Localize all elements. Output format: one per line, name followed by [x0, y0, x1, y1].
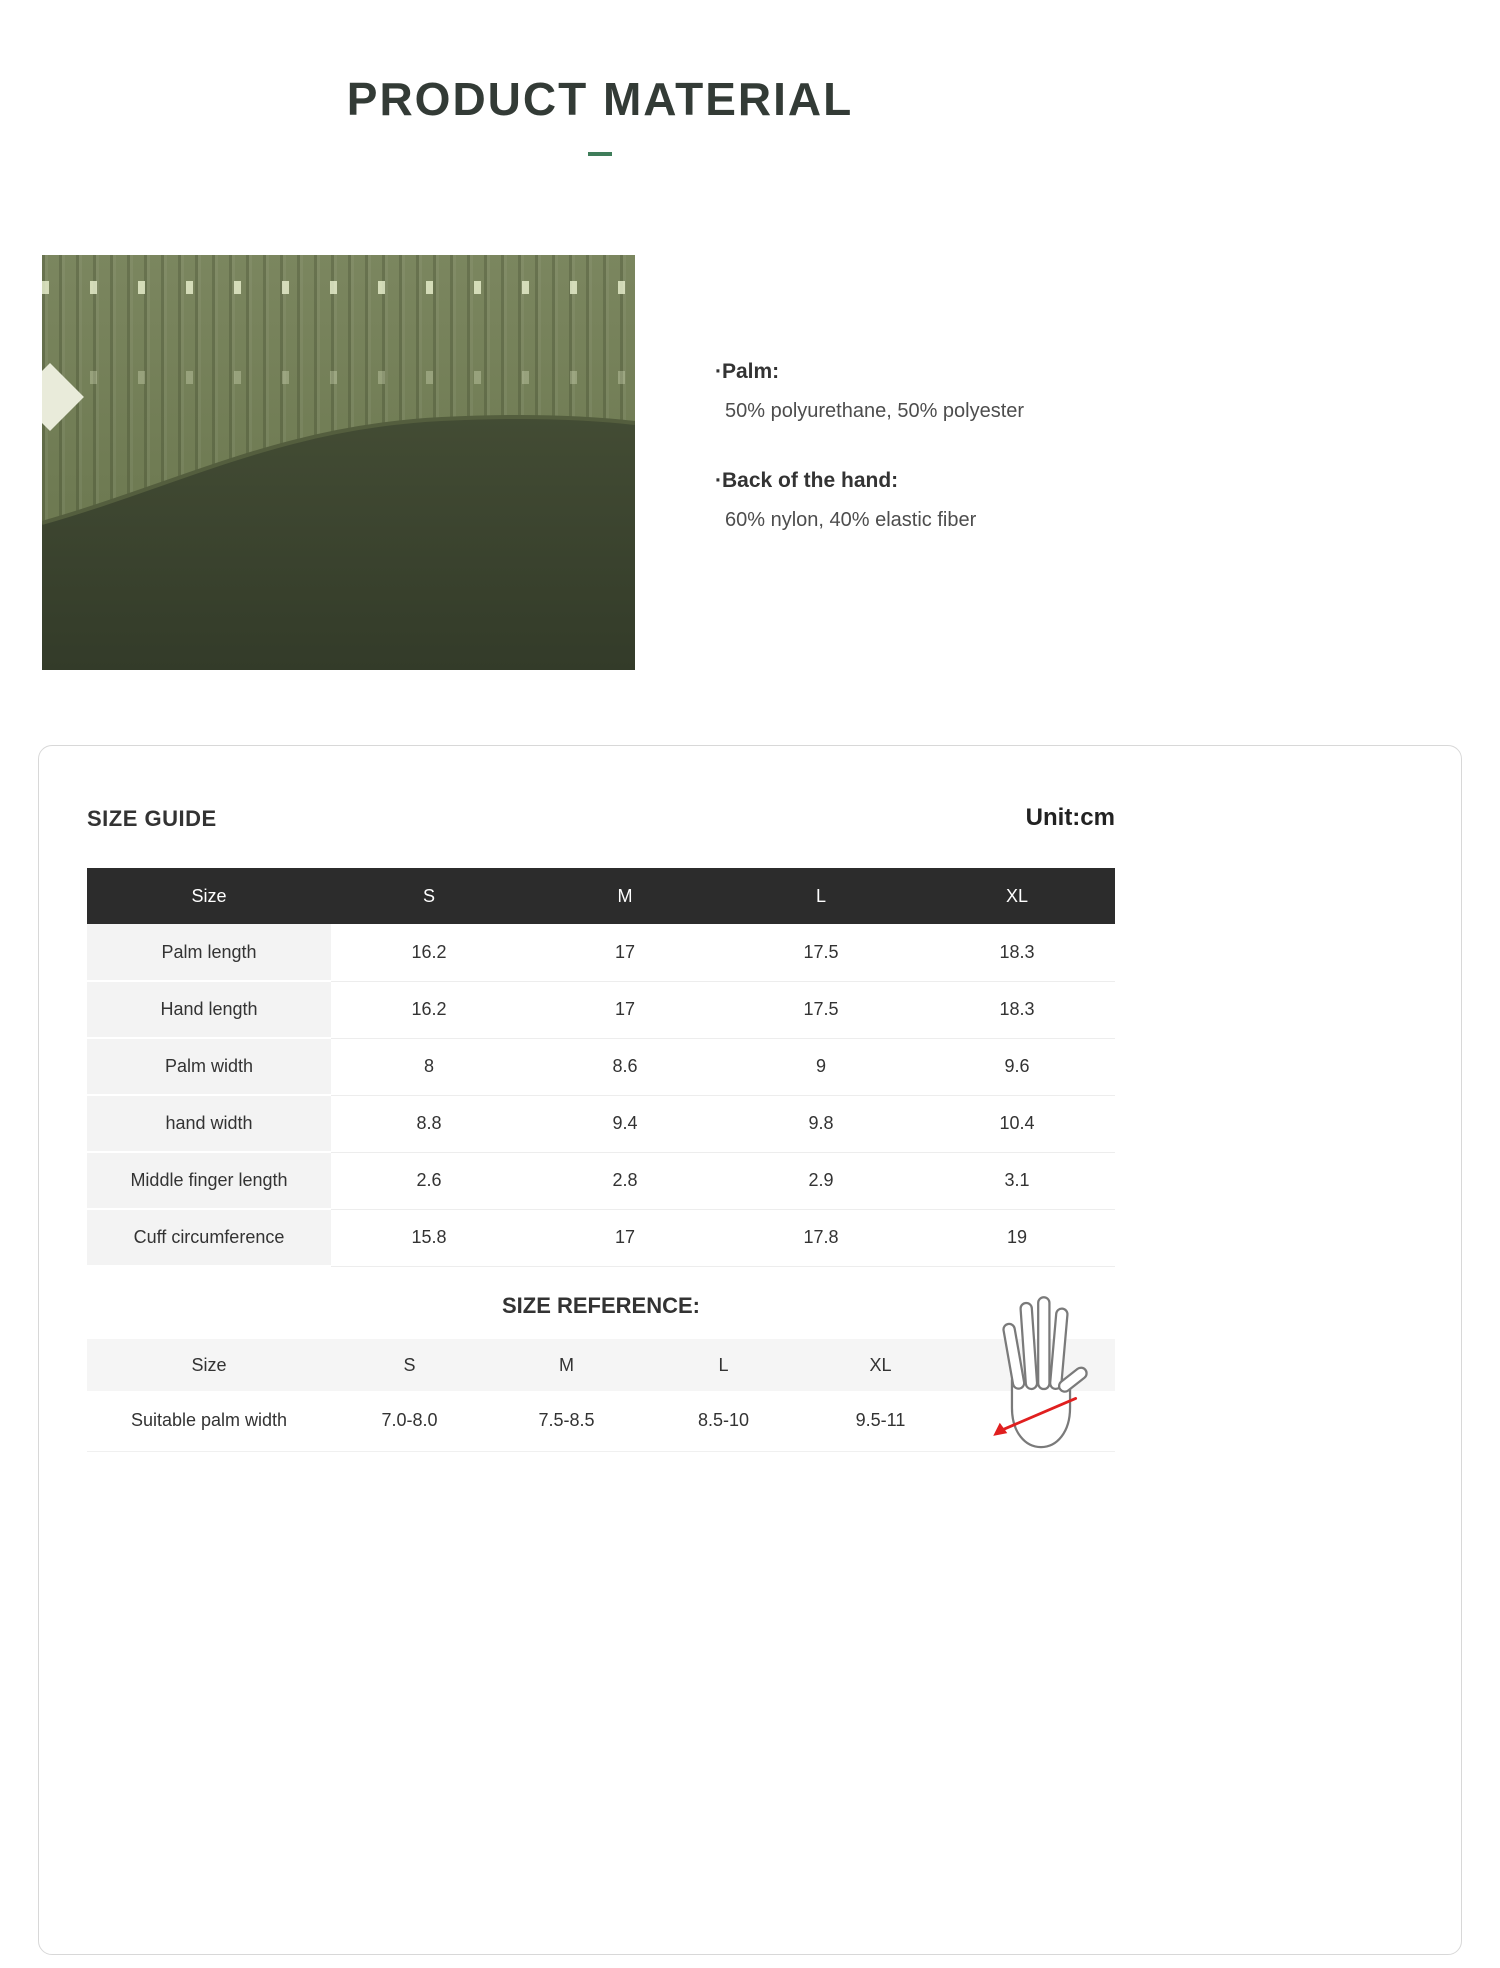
title-accent-dash [588, 152, 612, 156]
size-table-row [87, 981, 1115, 1038]
cell-value: 10.4 [919, 1095, 1115, 1152]
reference-header-row [87, 1339, 1115, 1391]
row-label: Suitable palm width [87, 1391, 331, 1451]
row-label: Palm width [87, 1038, 331, 1095]
cell-value: 17 [527, 1209, 723, 1266]
cell-value: 17 [527, 924, 723, 981]
size-guide-card [38, 745, 1462, 1955]
size-table-header-row [87, 868, 1115, 924]
size-table-row [87, 1209, 1115, 1266]
back-of-hand-value: 60% nylon, 40% elastic fiber [725, 509, 977, 531]
size-guide-header [87, 804, 1115, 832]
ref-header-size: Size [87, 1339, 331, 1391]
size-table-row [87, 1038, 1115, 1095]
cell-value: 9.5-11 [802, 1391, 959, 1451]
cell-value: 17.5 [723, 924, 919, 981]
cell-value: 16.2 [331, 981, 527, 1038]
palm-value: 50% polyurethane, 50% polyester [725, 400, 1025, 422]
material-info [715, 360, 1235, 532]
size-table-row [87, 1095, 1115, 1152]
size-guide-table [87, 868, 1115, 1267]
size-reference-table [87, 1339, 1115, 1452]
header-cell-xl: XL [919, 868, 1115, 924]
size-table-row [87, 1152, 1115, 1209]
cell-value: 17 [527, 981, 723, 1038]
cell-value: 17.8 [723, 1209, 919, 1266]
hand-measure-icon [989, 1286, 1093, 1464]
row-label: Middle finger length [87, 1152, 331, 1209]
cell-value: 2.8 [527, 1152, 723, 1209]
page-title: PRODUCT MATERIAL [346, 73, 854, 125]
ref-header-xl: XL [802, 1339, 959, 1391]
cell-value: 8.6 [527, 1038, 723, 1095]
cell-value: 19 [919, 1209, 1115, 1266]
cell-value: 8.5-10 [645, 1391, 802, 1451]
reference-row [87, 1391, 1115, 1451]
header-cell-s: S [331, 868, 527, 924]
row-label: Palm length [87, 924, 331, 981]
ref-header-s: S [331, 1339, 488, 1391]
cell-value: 18.3 [919, 981, 1115, 1038]
cell-value: 7.5-8.5 [488, 1391, 645, 1451]
row-label: hand width [87, 1095, 331, 1152]
ref-header-m: M [488, 1339, 645, 1391]
cell-value: 7.0-8.0 [331, 1391, 488, 1451]
size-table-row [87, 924, 1115, 981]
cell-value: 3.1 [919, 1152, 1115, 1209]
size-guide-heading: SIZE GUIDE [87, 806, 217, 831]
cell-value: 18.3 [919, 924, 1115, 981]
fabric-closeup-photo [42, 255, 635, 670]
cell-value: 9.4 [527, 1095, 723, 1152]
material-item-back [715, 469, 1235, 532]
cell-value: 15.8 [331, 1209, 527, 1266]
header-cell-size: Size [87, 868, 331, 924]
ref-header-l: L [645, 1339, 802, 1391]
cell-value: 2.6 [331, 1152, 527, 1209]
header-cell-l: L [723, 868, 919, 924]
palm-label: ·Palm: [715, 360, 780, 383]
back-of-hand-label: ·Back of the hand: [715, 469, 899, 492]
row-label: Hand length [87, 981, 331, 1038]
size-reference-heading: SIZE REFERENCE: [501, 1293, 701, 1318]
material-item-palm [715, 360, 1235, 423]
cell-value: 16.2 [331, 924, 527, 981]
fabric-dark-layer [42, 255, 635, 670]
cell-value: 17.5 [723, 981, 919, 1038]
cell-value: 8 [331, 1038, 527, 1095]
row-label: Cuff circumference [87, 1209, 331, 1266]
unit-label: Unit:cm [1025, 804, 1115, 831]
cell-value: 9.6 [919, 1038, 1115, 1095]
header-cell-m: M [527, 868, 723, 924]
cell-value: 9.8 [723, 1095, 919, 1152]
cell-value: 9 [723, 1038, 919, 1095]
cell-value: 2.9 [723, 1152, 919, 1209]
cell-value: 8.8 [331, 1095, 527, 1152]
hero-section [0, 0, 1200, 156]
